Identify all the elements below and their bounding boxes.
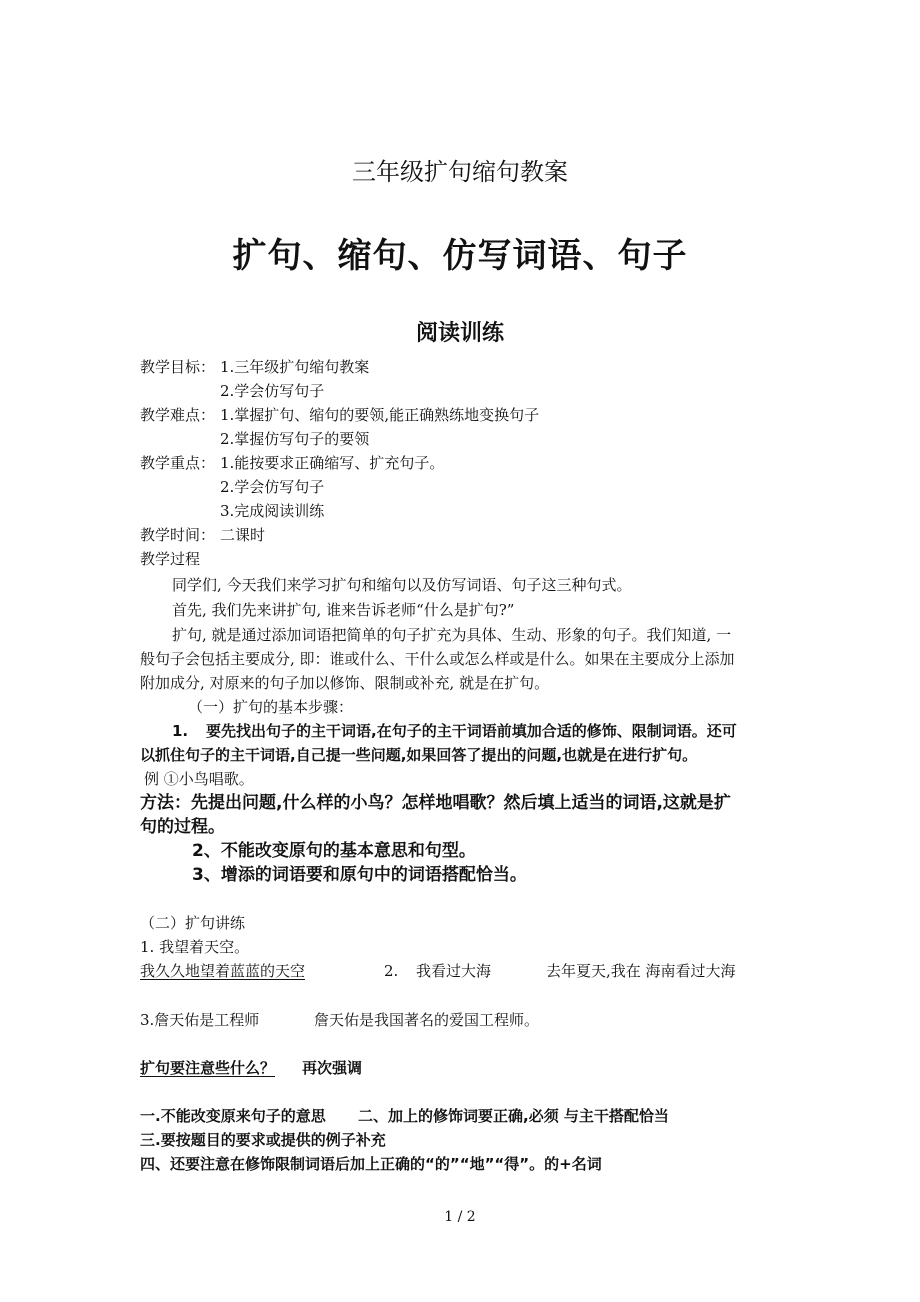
- step1-line1: [172, 719, 737, 743]
- time-label: 教学时间：: [140, 526, 216, 544]
- goals-row-1: [140, 355, 369, 379]
- practice-answer-row: [140, 959, 752, 983]
- process-label: 教学过程: [140, 550, 201, 568]
- step3: 3、增添的词语要和原句中的词语搭配恰当。: [192, 865, 527, 885]
- step1-number: 1.: [172, 722, 189, 740]
- main-title: 扩句、缩句、仿写词语、句子: [232, 236, 688, 276]
- practice-q1: 1. 我望着天空。: [140, 938, 250, 956]
- practice-heading: （二）扩句讲练: [140, 914, 246, 932]
- practice-q2: 我看过大海: [416, 962, 492, 980]
- rule-line1b: 二、加上的修饰词要正确,必须 与主干搭配恰当: [358, 1107, 669, 1125]
- definition-line: 附加成分, 对原来的句子加以修饰、限制或补充, 就是在扩句。: [140, 674, 550, 692]
- rule-line1a: 一.不能改变原来句子的意思: [140, 1107, 326, 1125]
- goal-item: 1.三年级扩句缩句教案: [220, 358, 370, 376]
- attention-emphasis: 再次强调: [302, 1059, 363, 1077]
- method-line1: 方法：先提出问题,什么样的小鸟？怎样地唱歌？然后填上适当的词语,这就是扩: [140, 793, 731, 813]
- practice-q2-number: 2.: [384, 962, 399, 980]
- difficulties-row-1: [140, 403, 539, 427]
- time-row: [140, 523, 265, 547]
- step1-line2: 以抓住句子的主干词语,自己提一些问题,如果回答了提出的问题,也就是在进行扩句。: [140, 746, 698, 764]
- attention-heading: 扩句要注意些什么？: [140, 1059, 276, 1077]
- practice-q3: 3.詹天佑是工程师: [140, 1011, 260, 1029]
- rule-line3: 四、还要注意在修饰限制词语后加上正确的“的”“地”“得”。的+名词: [140, 1155, 602, 1173]
- keypoints-label: 教学重点：: [140, 454, 216, 472]
- difficulty-item: 2.掌握仿写句子的要领: [220, 430, 370, 448]
- definition-line: 般句子会包括主要成分, 即：谁或什么、干什么或怎么样或是什么。如果在主要成分上添加: [140, 650, 735, 668]
- goal-item: 2.学会仿写句子: [220, 382, 325, 400]
- step1-text: 要先找出句子的主干词语,在句子的主干词语前填加合适的修饰、限制词语。还可: [206, 722, 737, 740]
- page-number: 1 / 2: [444, 1209, 476, 1225]
- doc-title: 三年级扩句缩句教案: [352, 158, 568, 186]
- practice-a2: 去年夏天,我在 海南看过大海: [546, 962, 736, 980]
- attention-heading-row: [140, 1056, 366, 1080]
- rule-line2: 三.要按题目的要求或提供的例子补充: [140, 1131, 386, 1149]
- intro-paragraph: 首先, 我们先来讲扩句, 谁来告诉老师“什么是扩句?”: [172, 601, 515, 619]
- keypoints-row-1: [140, 451, 444, 475]
- steps-heading: （一）扩句的基本步骤：: [188, 698, 354, 716]
- practice-a3: 詹天佑是我国著名的爱国工程师。: [314, 1011, 540, 1029]
- keypoint-item: 3.完成阅读训练: [220, 502, 325, 520]
- keypoint-item: 1.能按要求正确缩写、扩充句子。: [220, 454, 445, 472]
- keypoint-item: 2.学会仿写句子: [220, 478, 325, 496]
- time-value: 二课时: [220, 526, 266, 544]
- difficulties-label: 教学难点：: [140, 406, 216, 424]
- practice-a1: 我久久地望着蓝蓝的天空: [140, 962, 306, 980]
- intro-paragraph: 同学们, 今天我们来学习扩句和缩句以及仿写词语、句子这三种句式。: [172, 576, 632, 594]
- example-line: 例 ①小鸟唱歌。: [144, 770, 254, 788]
- method-line2: 句的过程。: [140, 817, 225, 837]
- section-title: 阅读训练: [415, 320, 504, 346]
- goals-label: 教学目标：: [140, 358, 216, 376]
- definition-line: 扩句, 就是通过添加词语把简单的句子扩充为具体、生动、形象的句子。我们知道, 一: [172, 626, 732, 644]
- step2: 2、不能改变原句的基本意思和句型。: [192, 841, 476, 861]
- difficulty-item: 1.掌握扩句、缩句的要领,能正确熟练地变换句子: [220, 406, 540, 424]
